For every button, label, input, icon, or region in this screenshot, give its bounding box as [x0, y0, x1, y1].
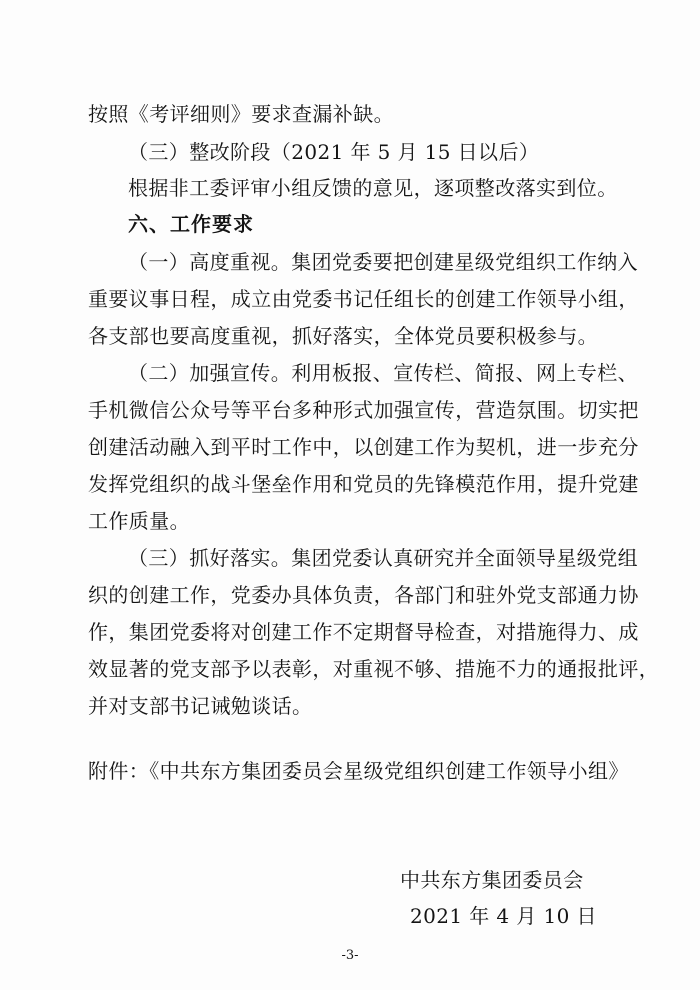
section-heading: 六、工作要求	[128, 212, 254, 236]
paragraph-line: 重要议事日程，成立由党委书记任组长的创建工作领导小组，	[88, 287, 639, 311]
paragraph-line: 发挥党组织的战斗堡垒作用和党员的先锋模范作用，提升党建	[88, 472, 639, 496]
paragraph-line: 各支部也要高度重视，抓好落实，全体党员要积极参与。	[88, 324, 598, 348]
paragraph-line: 创建活动融入到平时工作中，以创建工作为契机，进一步充分	[88, 435, 639, 459]
signature-organization: 中共东方集团委员会	[400, 868, 584, 892]
paragraph-line: （三）抓好落实。集团党委认真研究并全面领导星级党组	[128, 546, 638, 570]
paragraph-line: 并对支部书记诫勉谈话。	[88, 694, 313, 718]
paragraph-line: 效显著的党支部予以表彰，对重视不够、措施不力的通报批评，	[88, 657, 660, 681]
attachment-line: 附件：《中共东方集团委员会星级党组织创建工作领导小组》	[88, 759, 629, 783]
paragraph-line: 工作质量。	[88, 509, 190, 533]
signature-date: 2021 年 4 月 10 日	[410, 904, 597, 928]
paragraph-line: 作，集团党委将对创建工作不定期督导检查，对措施得力、成	[88, 620, 639, 644]
paragraph-line: 手机微信公众号等平台多种形式加强宣传，营造氛围。切实把	[88, 398, 639, 422]
paragraph-line: （一）高度重视。集团党委要把创建星级党组织工作纳入	[128, 250, 638, 274]
section-subheading: （三）整改阶段（2021 年 5 月 15 日以后）	[128, 140, 540, 164]
body-line: 按照《考评细则》要求查漏补缺。	[88, 102, 394, 126]
page-number: -3-	[341, 948, 359, 963]
paragraph-line: 织的创建工作，党委办具体负责，各部门和驻外党支部通力协	[88, 583, 639, 607]
paragraph-line: （二）加强宣传。利用板报、宣传栏、简报、网上专栏、	[128, 361, 638, 385]
body-line: 根据非工委评审小组反馈的意见，逐项整改落实到位。	[128, 176, 618, 200]
